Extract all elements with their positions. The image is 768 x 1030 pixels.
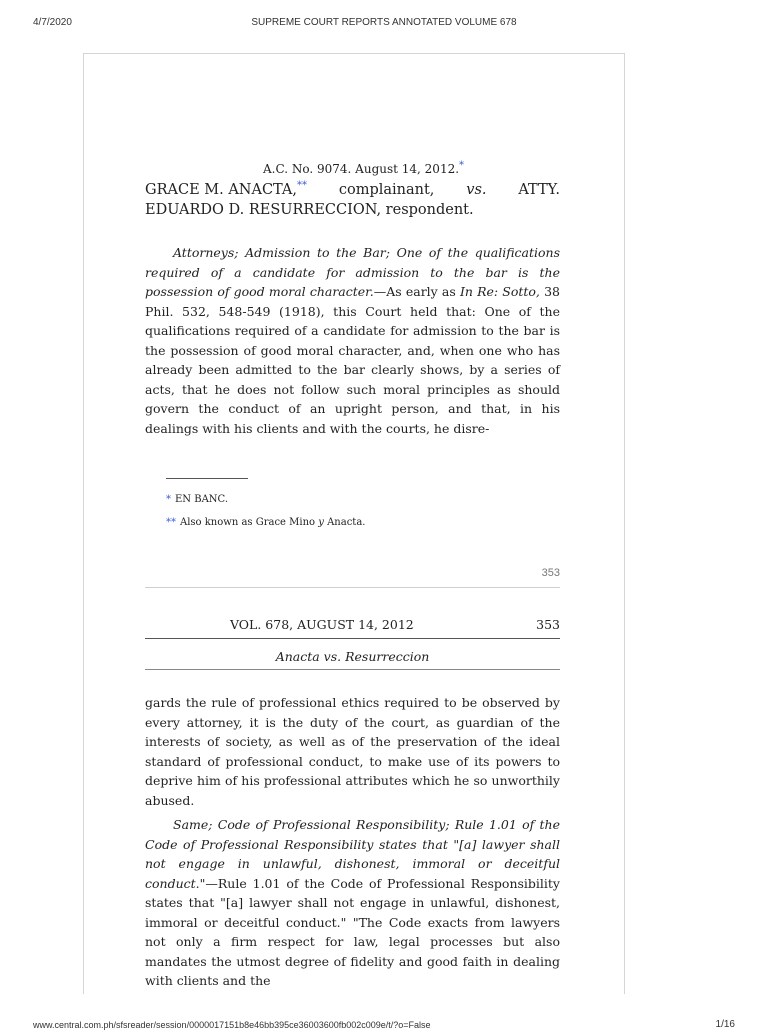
footnote-link-alias[interactable]: ** (297, 180, 308, 192)
syllabus-paragraph-1: Attorneys; Admission to the Bar; One of the qualifications required of a candidate for admission to the bar is the possession of good moral character.—As early as In Re: Sotto, 38 Phil. 532, 548-549 (1918), this Court held that: One of the qualifications required of a candidate for admission to the bar is the possession of good moral character, and, when one who has already been admitted to the bar clearly shows, by a series of acts, that he does not follow such moral principles as should govern the conduct of an upright person, and that, in his dealings with his clients and with the courts, he disre- (145, 245, 560, 436)
running-head-rule (145, 638, 560, 639)
running-case-title: Anacta vs. Resurreccion (275, 649, 430, 664)
case-number: A.C. No. 9074. August 14, 2012.* (263, 160, 465, 176)
page-end-number: 353 (541, 567, 560, 579)
continuation-paragraph: gards the rule of professional ethics required to be observed by every attorney, it is the duty of the court, as guardian of the interests of society, as well as of the preservation of the ideal standard of professional conduct, to make use of its powers to deprive him of his professional attributes which he so unworthily abused. (145, 695, 560, 808)
print-title: SUPREME COURT REPORTS ANNOTATED VOLUME 678 (251, 17, 517, 28)
running-head-title: VOL. 678, AUGUST 14, 2012 (230, 617, 414, 632)
print-page-count: 1/16 (715, 1019, 735, 1030)
footnote-divider (166, 478, 248, 479)
complainant-name: GRACE M. ANACTA, (145, 182, 298, 198)
page-separator (145, 587, 560, 588)
running-title-rule (145, 669, 560, 670)
footnote-link-en-banc[interactable]: * (459, 160, 465, 171)
running-head-page: 353 (536, 617, 560, 632)
footnote-1: * EN BANC. (166, 494, 229, 505)
print-url: www.central.com.ph/sfsreader/session/0000017151b8e46bb395ce36003600fb002c009e/t/?o=False (33, 1020, 431, 1030)
respondent-line: EDUARDO D. RESURRECCION, respondent. (145, 202, 474, 218)
syllabus-paragraph-2: Same; Code of Professional Responsibility; Rule 1.01 of the Code of Professional Responsibility states that "[a] lawyer shall not engage in unlawful, dishonest, immoral or deceitful conduct."—Rule 1.01 of the Code of Professional Responsibility states that "[a] lawyer shall not engage in unlawful, dishonest, immoral or deceitful conduct." "The Code exacts from lawyers not only a firm respect for law, legal processes but also mandates the utmost degree of fidelity and good faith in dealing with clients and the (145, 817, 560, 988)
case-parties: GRACE M. ANACTA,** complainant, vs. ATTY. EDUARDO D. RESURRECCION, respondent. (145, 180, 560, 218)
print-date: 4/7/2020 (33, 17, 72, 28)
footnote-2: ** Also known as Grace Mino y Anacta. (166, 517, 366, 528)
